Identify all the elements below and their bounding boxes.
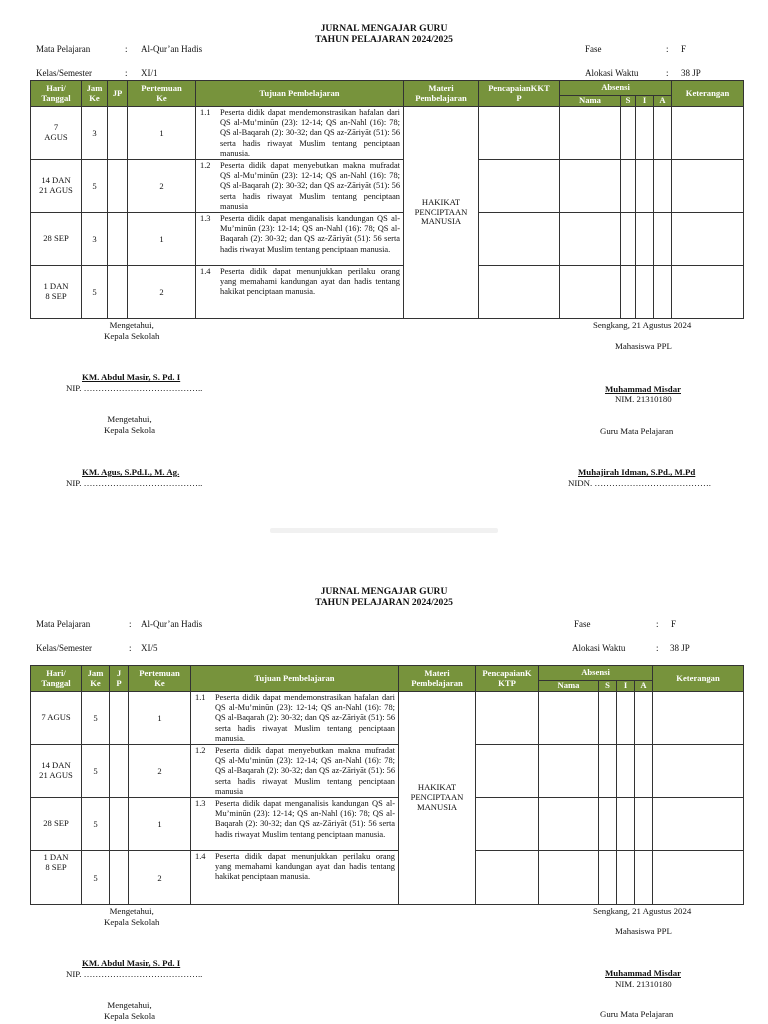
principal-acknowledgement bbox=[104, 906, 159, 927]
objective-cell bbox=[196, 107, 404, 160]
table-row bbox=[31, 798, 744, 851]
table-row bbox=[31, 160, 744, 213]
header-name-line: Nama bbox=[579, 95, 601, 106]
second-acknowledgement-line: Kepala Sekola bbox=[104, 1010, 156, 1021]
header-kktp-achievement-line: KTP bbox=[498, 677, 516, 688]
header-day-date-line: Tanggal bbox=[41, 92, 71, 103]
date-cell bbox=[31, 851, 82, 905]
date-line: 14 DAN bbox=[41, 175, 71, 186]
material-line: HAKIKAT bbox=[421, 196, 461, 207]
header-day-date-line: Hari/ bbox=[46, 82, 66, 93]
phase-value: F bbox=[671, 619, 677, 629]
kktp-cell bbox=[479, 213, 560, 266]
student-teacher-name: Muhammad Misdar bbox=[605, 968, 681, 978]
student-teacher-role: Mahasiswa PPL bbox=[615, 341, 672, 351]
header-material-line: Pembelajaran bbox=[415, 92, 467, 103]
header-day-date-line: Tanggal bbox=[41, 677, 71, 688]
table-row bbox=[31, 851, 744, 905]
meeting-cell: 1 bbox=[129, 692, 191, 745]
objective-cell bbox=[191, 692, 399, 745]
journal-page-1 bbox=[0, 18, 768, 516]
title-line-1: JURNAL MENGAJAR GURU bbox=[320, 586, 448, 597]
principal-nip: NIP. ………………………………….. bbox=[66, 383, 203, 393]
kktp-cell bbox=[476, 692, 539, 745]
remarks-cell bbox=[672, 266, 744, 319]
hour-cell: 3 bbox=[82, 107, 108, 160]
phase-colon: : bbox=[656, 619, 659, 629]
second-acknowledgement-line: Mengetahui, bbox=[107, 414, 152, 424]
table-row bbox=[31, 107, 744, 160]
phase-colon: : bbox=[666, 44, 669, 54]
kktp-cell bbox=[479, 107, 560, 160]
attendance-name-cell bbox=[560, 160, 621, 213]
material-line: HAKIKAT bbox=[417, 782, 457, 793]
date-line: 8 SEP bbox=[45, 861, 67, 872]
header-permission bbox=[636, 96, 654, 107]
attendance-a-cell bbox=[635, 851, 653, 905]
attendance-a-cell bbox=[635, 798, 653, 851]
header-remarks-line: Keterangan bbox=[685, 87, 730, 98]
header-attendance-line: Absensi bbox=[601, 82, 630, 93]
hour-cell: 5 bbox=[82, 692, 110, 745]
principal-acknowledgement-line: Mengetahui, bbox=[109, 906, 154, 916]
subject-colon: : bbox=[129, 619, 132, 629]
time-allocation-label: Alokasi Waktu bbox=[572, 643, 626, 653]
class-colon: : bbox=[125, 68, 128, 78]
table-row bbox=[31, 213, 744, 266]
header-sick bbox=[621, 96, 636, 107]
objective-number: 1.1 bbox=[200, 108, 211, 117]
attendance-i-cell bbox=[617, 745, 635, 798]
journal-table bbox=[30, 80, 744, 319]
objective-cell bbox=[191, 745, 399, 798]
student-teacher-role: Mahasiswa PPL bbox=[615, 926, 672, 936]
header-meeting bbox=[128, 81, 196, 107]
objective-number: 1.3 bbox=[200, 214, 211, 224]
header-material-line: Materi bbox=[424, 667, 450, 678]
objective-number: 1.2 bbox=[195, 746, 206, 756]
header-day-date-line: Hari/ bbox=[46, 667, 66, 678]
second-acknowledgement bbox=[104, 1000, 155, 1021]
watermark-mark bbox=[270, 528, 498, 533]
objective-text: Peserta didik dapat menunjukkan perilaku orang yang memahami kandungan ayat dan hadis tentang hakikat penciptaan manusia. bbox=[220, 267, 400, 297]
objective-text: Peserta didik dapat menyebutkan makna mufradat QS al-Mu’minūn (23): 12-14; QS an-Nahl (16): 78; QS al-Baqarah (2): 30-32; dan QS az-Zāriyāt (51): 56 serta hadis riwayat Muslim tentang penciptaan manusia bbox=[220, 161, 401, 211]
material-line: MANUSIA bbox=[416, 801, 458, 812]
title-line-2: TAHUN PELAJARAN 2024/2025 bbox=[315, 33, 453, 45]
attendance-a-cell bbox=[654, 213, 672, 266]
header-sick-line: S bbox=[625, 95, 631, 106]
hour-cell: 3 bbox=[82, 213, 108, 266]
header-absent bbox=[635, 681, 653, 692]
student-teacher-name: Muhammad Misdar bbox=[605, 384, 681, 394]
student-teacher-nim: NIM. 21310180 bbox=[615, 394, 672, 404]
header-hour-line: Jam bbox=[87, 667, 104, 678]
objective bbox=[200, 214, 400, 255]
header-day-date bbox=[31, 81, 82, 107]
objective-cell bbox=[191, 798, 399, 851]
header-hour-line: Jam bbox=[86, 82, 103, 93]
watermark bbox=[0, 520, 768, 530]
subject-teacher-name: Muhajirah Idman, S.Pd., M.Pd bbox=[578, 467, 696, 477]
second-acknowledgement bbox=[104, 414, 155, 435]
header-name bbox=[539, 681, 599, 692]
header-absent bbox=[654, 96, 672, 107]
student-teacher-nim: NIM. 21310180 bbox=[615, 979, 672, 989]
phase-label: Fase bbox=[585, 44, 602, 54]
principal-acknowledgement-line: Mengetahui, bbox=[109, 320, 154, 330]
journal-title bbox=[0, 24, 768, 45]
header-absent-line: A bbox=[659, 95, 666, 106]
journal-table bbox=[30, 665, 744, 905]
attendance-name-cell bbox=[539, 851, 599, 905]
material-line: MANUSIA bbox=[420, 216, 462, 227]
header-attendance bbox=[539, 666, 653, 681]
table-row bbox=[31, 692, 744, 745]
subject-value: Al-Qur’an Hadis bbox=[141, 44, 203, 54]
date-line: 14 DAN bbox=[41, 760, 71, 771]
attendance-a-cell bbox=[654, 107, 672, 160]
subject-label: Mata Pelajaran bbox=[36, 44, 91, 54]
objective bbox=[200, 161, 400, 212]
attendance-s-cell bbox=[599, 692, 617, 745]
objective-text: Peserta didik dapat mendemonstrasikan hafalan dari QS al-Mu’minūn (23): 12-14; QS an-Nahl (16): 78; QS al-Baqarah (2): 30-32; dan QS az-Zāriyāt (51): 56 serta hadis riwayat Muslim tentang penciptaan manusia. bbox=[220, 108, 401, 158]
second-acknowledgement-line: Mengetahui, bbox=[107, 1000, 152, 1010]
meeting-cell: 1 bbox=[128, 107, 196, 160]
header-permission-line: I bbox=[623, 680, 628, 691]
date-line: 1 DAN bbox=[43, 852, 69, 863]
class-label: Kelas/Semester bbox=[36, 68, 92, 78]
jp-cell bbox=[110, 692, 129, 745]
header-learning-objective-line: Tujuan Pembelajaran bbox=[254, 672, 335, 683]
header-attendance bbox=[560, 81, 672, 96]
date-cell bbox=[31, 798, 82, 851]
attendance-s-cell bbox=[599, 745, 617, 798]
attendance-s-cell bbox=[621, 266, 636, 319]
attendance-i-cell bbox=[617, 851, 635, 905]
meeting-cell: 2 bbox=[128, 266, 196, 319]
attendance-s-cell bbox=[621, 160, 636, 213]
attendance-name-cell bbox=[560, 213, 621, 266]
objective-cell bbox=[196, 266, 404, 319]
header-meeting bbox=[129, 666, 191, 692]
time-allocation-label: Alokasi Waktu bbox=[585, 68, 639, 78]
header-sick bbox=[599, 681, 617, 692]
date-cell bbox=[31, 213, 82, 266]
objective-cell bbox=[196, 160, 404, 213]
header-material-line: Pembelajaran bbox=[411, 677, 463, 688]
subject-teacher-role: Guru Mata Pelajaran bbox=[600, 1009, 674, 1019]
attendance-name-cell bbox=[560, 266, 621, 319]
material-cell bbox=[404, 107, 479, 319]
objective-cell bbox=[191, 851, 399, 905]
header-meeting-line: Pertemuan bbox=[139, 667, 180, 678]
date-line: 21 AGUS bbox=[39, 770, 73, 781]
header-remarks-line: Keterangan bbox=[676, 672, 720, 683]
attendance-s-cell bbox=[599, 798, 617, 851]
date-cell bbox=[31, 107, 82, 160]
hour-cell: 5 bbox=[82, 745, 110, 798]
jp-cell bbox=[108, 160, 128, 213]
objective-number: 1.4 bbox=[200, 267, 211, 277]
header-meeting-line: Ke bbox=[154, 677, 165, 688]
objective bbox=[195, 746, 395, 797]
remarks-cell bbox=[672, 160, 744, 213]
subject-label: Mata Pelajaran bbox=[36, 619, 91, 629]
header-remarks bbox=[653, 666, 744, 692]
header-sick-line: S bbox=[605, 680, 610, 691]
attendance-a-cell bbox=[635, 745, 653, 798]
attendance-s-cell bbox=[599, 851, 617, 905]
subject-teacher-nidn: NIDN. …………………………………. bbox=[568, 478, 711, 488]
journal-title bbox=[0, 587, 768, 608]
header-learning-objective bbox=[196, 81, 404, 107]
meeting-cell: 2 bbox=[129, 745, 191, 798]
subject-value: Al-Qur’an Hadis bbox=[141, 619, 203, 629]
header-material-line: Materi bbox=[428, 82, 454, 93]
header-hour bbox=[82, 81, 108, 107]
attendance-s-cell bbox=[621, 213, 636, 266]
meeting-cell: 1 bbox=[129, 798, 191, 851]
header-name bbox=[560, 96, 621, 107]
subject-colon: : bbox=[125, 44, 128, 54]
hour-cell: 5 bbox=[82, 160, 108, 213]
objective-number: 1.2 bbox=[200, 161, 211, 171]
remarks-cell bbox=[672, 107, 744, 160]
principal-name: KM. Abdul Masir, S. Pd. I bbox=[82, 372, 181, 382]
header-jp-line: JP bbox=[112, 87, 123, 98]
header-kktp-achievement bbox=[476, 666, 539, 692]
material-line: PENCIPTAAN bbox=[410, 792, 464, 803]
header-jp-line: J bbox=[116, 667, 122, 678]
date-line: AGUS bbox=[44, 132, 68, 142]
date-line: 7 AGUS bbox=[41, 712, 71, 723]
header-learning-objective-line: Tujuan Pembelajaran bbox=[259, 87, 340, 98]
attendance-a-cell bbox=[654, 266, 672, 319]
header-name-line: Nama bbox=[557, 680, 580, 691]
remarks-cell bbox=[653, 745, 744, 798]
attendance-a-cell bbox=[635, 692, 653, 745]
table-row bbox=[31, 266, 744, 319]
header-attendance-line: Absensi bbox=[581, 667, 610, 678]
attendance-a-cell bbox=[654, 160, 672, 213]
objective-cell bbox=[196, 213, 404, 266]
header-permission-line: I bbox=[642, 95, 647, 106]
header-kktp-achievement-line: P bbox=[516, 92, 522, 103]
date-cell bbox=[31, 692, 82, 745]
header-hour bbox=[82, 666, 110, 692]
jp-cell bbox=[108, 266, 128, 319]
date-cell bbox=[31, 160, 82, 213]
date-line: 21 AGUS bbox=[39, 185, 73, 196]
attendance-i-cell bbox=[636, 160, 654, 213]
date-line: 7 bbox=[53, 122, 59, 133]
header-jp bbox=[108, 81, 128, 107]
principal-nip: NIP. ………………………………….. bbox=[66, 969, 203, 979]
title-line-1: JURNAL MENGAJAR GURU bbox=[320, 23, 448, 34]
header-kktp-achievement-line: PencapaianKKT bbox=[488, 82, 550, 93]
attendance-name-cell bbox=[539, 798, 599, 851]
attendance-name-cell bbox=[539, 745, 599, 798]
header-kktp-achievement-line: PencapaianK bbox=[482, 667, 532, 678]
phase-label: Fase bbox=[574, 619, 591, 629]
principal-acknowledgement bbox=[104, 320, 159, 341]
journal-page-2 bbox=[0, 585, 768, 1024]
hour-cell: 5 bbox=[82, 798, 110, 851]
hour-cell: 5 bbox=[82, 851, 110, 905]
principal-name: KM. Abdul Masir, S. Pd. I bbox=[82, 958, 181, 968]
objective bbox=[195, 693, 395, 744]
principal-acknowledgement-line: Kepala Sekolah bbox=[104, 916, 160, 927]
objective bbox=[200, 108, 400, 159]
kktp-cell bbox=[476, 851, 539, 905]
attendance-i-cell bbox=[636, 107, 654, 160]
attendance-i-cell bbox=[617, 692, 635, 745]
objective-text: Peserta didik dapat menganalisis kandungan QS al-Mu’minūn (23): 12-14; QS an-Nahl (16): 78; QS al-Baqarah (2): 30-32; dan QS az-Zāriyāt (51): 56 serta hadis riwayat Muslim tentang penciptaan manusia. bbox=[215, 799, 395, 839]
hour-cell: 5 bbox=[82, 266, 108, 319]
objective bbox=[195, 799, 395, 840]
class-label: Kelas/Semester bbox=[36, 643, 92, 653]
time-allocation-value: 38 JP bbox=[681, 68, 701, 78]
jp-cell bbox=[110, 851, 129, 905]
date-line: 1 DAN bbox=[43, 281, 69, 292]
objective-number: 1.3 bbox=[195, 799, 206, 809]
objective-text: Peserta didik dapat mendemonstrasikan hafalan dari QS al-Mu’minūn (23): 12-14; QS an-Nahl (16): 78; QS al-Baqarah (2): 30-32; dan QS az-Zāriyāt (51): 56 serta hadis riwayat Muslim tentang penciptaan manusia. bbox=[215, 693, 396, 743]
header-meeting-line: Ke bbox=[156, 92, 167, 103]
meeting-cell: 2 bbox=[129, 851, 191, 905]
attendance-i-cell bbox=[636, 213, 654, 266]
material-cell bbox=[399, 692, 476, 905]
objective-number: 1.4 bbox=[195, 852, 206, 862]
date-line: 28 SEP bbox=[43, 818, 69, 829]
time-allocation-colon: : bbox=[656, 643, 659, 653]
principal-acknowledgement-line: Kepala Sekolah bbox=[104, 330, 160, 341]
attendance-name-cell bbox=[560, 107, 621, 160]
remarks-cell bbox=[653, 851, 744, 905]
meeting-cell: 1 bbox=[128, 213, 196, 266]
header-day-date bbox=[31, 666, 82, 692]
remarks-cell bbox=[653, 798, 744, 851]
jp-cell bbox=[108, 213, 128, 266]
objective-text: Peserta didik dapat menyebutkan makna mufradat QS al-Mu’minūn (23): 12-14; QS an-Nahl (16): 78; QS al-Baqarah (2): 30-32; dan QS az-Zāriyāt (51): 56 serta hadis riwayat Muslim tentang penciptaan manusia bbox=[215, 746, 396, 796]
objective-number: 1.1 bbox=[195, 693, 206, 702]
jp-cell bbox=[110, 745, 129, 798]
attendance-name-cell bbox=[539, 692, 599, 745]
objective bbox=[200, 267, 400, 298]
phase-value: F bbox=[681, 44, 687, 54]
kktp-cell bbox=[479, 160, 560, 213]
time-allocation-value: 38 JP bbox=[670, 643, 690, 653]
attendance-s-cell bbox=[621, 107, 636, 160]
header-material bbox=[404, 81, 479, 107]
material-line: PENCIPTAAN bbox=[414, 206, 468, 217]
objective bbox=[195, 852, 395, 883]
remarks-cell bbox=[653, 692, 744, 745]
date-cell bbox=[31, 266, 82, 319]
objective-text: Peserta didik dapat menunjukkan perilaku orang yang memahami kandungan ayat dan hadis tentang hakikat penciptaan manusia. bbox=[215, 852, 395, 882]
jp-cell bbox=[110, 798, 129, 851]
jp-cell bbox=[108, 107, 128, 160]
class-colon: : bbox=[129, 643, 132, 653]
kktp-cell bbox=[479, 266, 560, 319]
header-meeting-line: Pertemuan bbox=[141, 82, 182, 93]
date-line: 8 SEP bbox=[45, 291, 67, 302]
header-permission bbox=[617, 681, 635, 692]
subject-teacher-role: Guru Mata Pelajaran bbox=[600, 426, 674, 436]
attendance-i-cell bbox=[617, 798, 635, 851]
header-learning-objective bbox=[191, 666, 399, 692]
header-hour-line: Ke bbox=[90, 677, 101, 688]
header-jp-line: P bbox=[116, 677, 122, 688]
second-principal-name: KM. Agus, S.Pd.I., M. Ag. bbox=[82, 467, 180, 477]
kktp-cell bbox=[476, 745, 539, 798]
table-row bbox=[31, 745, 744, 798]
header-material bbox=[399, 666, 476, 692]
date-cell bbox=[31, 745, 82, 798]
header-hour-line: Ke bbox=[89, 92, 100, 103]
second-acknowledgement-line: Kepala Sekola bbox=[104, 424, 156, 435]
header-kktp-achievement bbox=[479, 81, 560, 107]
objective-text: Peserta didik dapat menganalisis kandungan QS al-Mu’minūn (23): 12-14; QS an-Nahl (16): 78; QS al-Baqarah (2): 30-32; dan QS az-Zāriyāt (51): 56 serta hadis riwayat Muslim tentang penciptaan manusia. bbox=[220, 214, 400, 254]
meeting-cell: 2 bbox=[128, 160, 196, 213]
header-remarks bbox=[672, 81, 744, 107]
remarks-cell bbox=[672, 213, 744, 266]
second-principal-nip: NIP. ………………………………….. bbox=[66, 478, 203, 488]
place-date: Sengkang, 21 Agustus 2024 bbox=[593, 320, 692, 330]
attendance-i-cell bbox=[636, 266, 654, 319]
title-line-2: TAHUN PELAJARAN 2024/2025 bbox=[315, 596, 453, 608]
class-value: XI/1 bbox=[141, 68, 158, 78]
date-line: 28 SEP bbox=[43, 233, 69, 244]
class-value: XI/5 bbox=[141, 643, 158, 653]
place-date: Sengkang, 21 Agustus 2024 bbox=[593, 906, 692, 916]
header-jp bbox=[110, 666, 129, 692]
kktp-cell bbox=[476, 798, 539, 851]
time-allocation-colon: : bbox=[666, 68, 669, 78]
header-absent-line: A bbox=[640, 680, 647, 691]
